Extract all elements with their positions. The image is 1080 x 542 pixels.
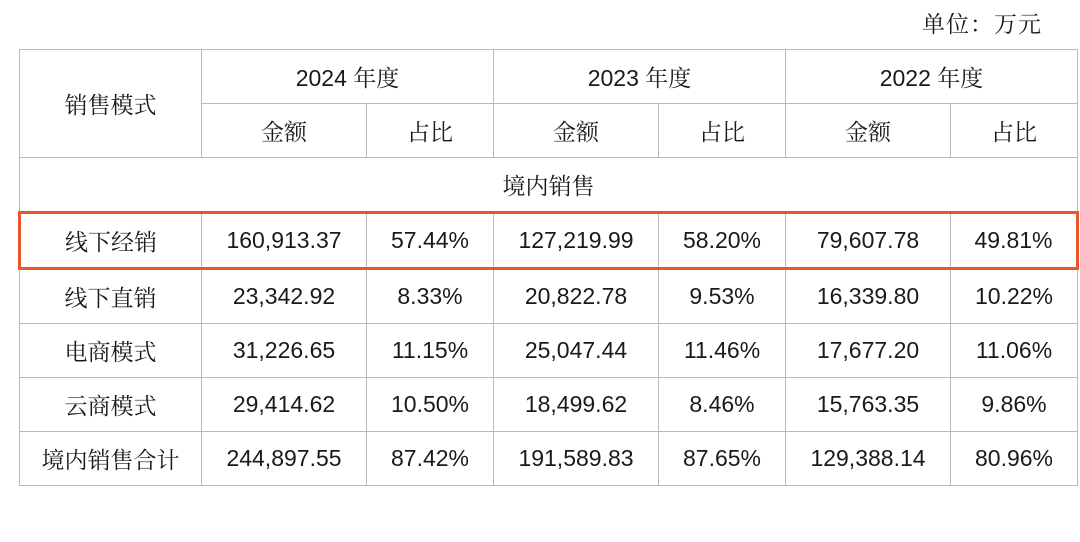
cell-2022-share: 49.81% bbox=[951, 213, 1078, 269]
column-group-2023: 2023 年度 bbox=[494, 50, 786, 104]
cell-2024-amount: 29,414.62 bbox=[202, 378, 367, 432]
cell-2023-share: 87.65% bbox=[659, 432, 786, 486]
subheader-2022-share: 占比 bbox=[951, 104, 1078, 158]
cell-2022-share: 10.22% bbox=[951, 269, 1078, 324]
cell-2022-amount: 17,677.20 bbox=[786, 324, 951, 378]
table-row bbox=[20, 378, 1078, 432]
unit-note: 单位：万元 bbox=[922, 11, 1042, 37]
row-label: 境内销售合计 bbox=[20, 432, 202, 486]
table-row bbox=[20, 324, 1078, 378]
table-row bbox=[20, 213, 1078, 269]
cell-2023-amount: 18,499.62 bbox=[494, 378, 659, 432]
table-row bbox=[20, 432, 1078, 486]
cell-2022-amount: 79,607.78 bbox=[786, 213, 951, 269]
subheader-2023-amount: 金额 bbox=[494, 104, 659, 158]
cell-2022-share: 11.06% bbox=[951, 324, 1078, 378]
subheader-2023-share: 占比 bbox=[659, 104, 786, 158]
cell-2024-share: 11.15% bbox=[367, 324, 494, 378]
cell-2024-share: 10.50% bbox=[367, 378, 494, 432]
section-title-domestic-sales: 境内销售 bbox=[20, 158, 1078, 213]
cell-2022-amount: 15,763.35 bbox=[786, 378, 951, 432]
header-row-years bbox=[20, 50, 1078, 104]
cell-2022-amount: 129,388.14 bbox=[786, 432, 951, 486]
cell-2024-amount: 23,342.92 bbox=[202, 269, 367, 324]
row-label: 线下经销 bbox=[20, 213, 202, 269]
row-label: 线下直销 bbox=[20, 269, 202, 324]
cell-2024-share: 8.33% bbox=[367, 269, 494, 324]
cell-2024-share: 57.44% bbox=[367, 213, 494, 269]
cell-2024-amount: 160,913.37 bbox=[202, 213, 367, 269]
cell-2023-amount: 127,219.99 bbox=[494, 213, 659, 269]
cell-2023-share: 8.46% bbox=[659, 378, 786, 432]
column-group-2022: 2022 年度 bbox=[786, 50, 1078, 104]
cell-2023-share: 9.53% bbox=[659, 269, 786, 324]
cell-2024-amount: 31,226.65 bbox=[202, 324, 367, 378]
column-header-sales-mode: 销售模式 bbox=[20, 50, 202, 158]
cell-2023-amount: 25,047.44 bbox=[494, 324, 659, 378]
table-head bbox=[20, 50, 1078, 158]
cell-2023-amount: 20,822.78 bbox=[494, 269, 659, 324]
table-row bbox=[20, 269, 1078, 324]
section-header-row bbox=[20, 158, 1078, 213]
subheader-2022-amount: 金额 bbox=[786, 104, 951, 158]
cell-2022-share: 80.96% bbox=[951, 432, 1078, 486]
cell-2022-amount: 16,339.80 bbox=[786, 269, 951, 324]
subheader-2024-share: 占比 bbox=[367, 104, 494, 158]
subheader-2024-amount: 金额 bbox=[202, 104, 367, 158]
row-label: 电商模式 bbox=[20, 324, 202, 378]
cell-2023-share: 58.20% bbox=[659, 213, 786, 269]
cell-2023-share: 11.46% bbox=[659, 324, 786, 378]
cell-2023-amount: 191,589.83 bbox=[494, 432, 659, 486]
table-body bbox=[20, 158, 1078, 486]
column-group-2024: 2024 年度 bbox=[202, 50, 494, 104]
cell-2024-share: 87.42% bbox=[367, 432, 494, 486]
cell-2024-amount: 244,897.55 bbox=[202, 432, 367, 486]
row-label: 云商模式 bbox=[20, 378, 202, 432]
sales-mode-table bbox=[18, 49, 1079, 486]
cell-2022-share: 9.86% bbox=[951, 378, 1078, 432]
